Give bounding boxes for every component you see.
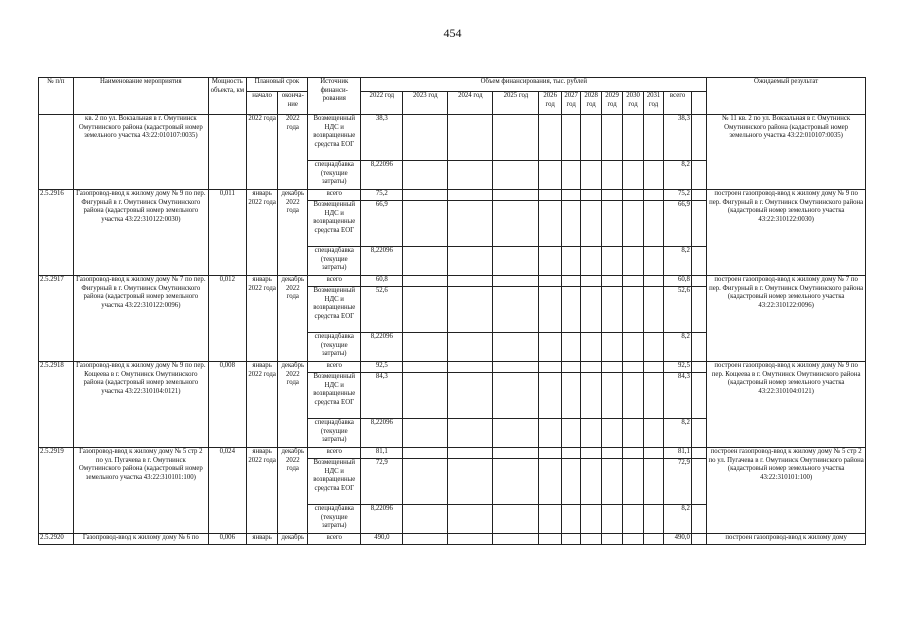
value-empty [561, 201, 580, 247]
value-empty [539, 161, 562, 190]
header-year: 2023 год [403, 92, 448, 115]
entry-number: 2.5.2918 [39, 362, 74, 448]
value-empty [581, 459, 601, 505]
value-total: 75,2 [664, 190, 692, 201]
value-empty [493, 419, 539, 448]
value-empty [403, 459, 448, 505]
header-year: 2022 год [361, 92, 403, 115]
value-empty [623, 247, 643, 276]
value-empty [643, 419, 663, 448]
value-total: 8,2 [664, 247, 692, 276]
value-empty [643, 161, 663, 190]
value-2022: 38,3 [361, 115, 403, 161]
value-empty [581, 505, 601, 534]
table-body [39, 115, 866, 545]
value-empty [539, 459, 562, 505]
value-empty [448, 276, 493, 287]
value-empty [493, 276, 539, 287]
value-empty [643, 534, 663, 545]
value-2022: 66,9 [361, 201, 403, 247]
value-empty [643, 247, 663, 276]
value-2022: 75,2 [361, 190, 403, 201]
value-empty [623, 115, 643, 161]
header-total: всего [664, 92, 692, 115]
funding-source: Возмещенный НДС и возвращенные средства ЕОГ [308, 287, 361, 333]
value-empty [601, 201, 622, 247]
entry-end: декабрь 2022 года [278, 448, 308, 534]
value-empty [601, 115, 622, 161]
value-spacer [691, 287, 706, 333]
value-spacer [691, 448, 706, 459]
financing-table [38, 77, 866, 545]
value-empty [448, 534, 493, 545]
value-empty [623, 419, 643, 448]
value-empty [561, 362, 580, 373]
value-spacer [691, 373, 706, 419]
funding-source: всего [308, 448, 361, 459]
value-empty [448, 362, 493, 373]
value-spacer [691, 115, 706, 161]
funding-source: всего [308, 362, 361, 373]
value-empty [493, 247, 539, 276]
value-empty [581, 448, 601, 459]
value-empty [643, 459, 663, 505]
value-empty [623, 362, 643, 373]
entry-capacity: 0,008 [208, 362, 246, 448]
header-year: 2030 год [623, 92, 643, 115]
entry-end: декабрь 2022 года [278, 190, 308, 276]
value-empty [403, 190, 448, 201]
value-empty [601, 161, 622, 190]
entry-result: построен газопровод-ввод к жилому дому № 5 стр 2 по ул. Пугачева в г. Омутнинск Омутнинского района (кадастровый номер земельного участка 43:22:310101:100) [707, 448, 866, 534]
value-spacer [691, 190, 706, 201]
value-empty [623, 459, 643, 505]
value-2022: 81,1 [361, 448, 403, 459]
value-empty [539, 534, 562, 545]
value-empty [493, 459, 539, 505]
header-year: 2029 год [601, 92, 622, 115]
value-total: 8,2 [664, 161, 692, 190]
value-empty [448, 505, 493, 534]
value-empty [643, 201, 663, 247]
value-empty [581, 362, 601, 373]
value-empty [601, 505, 622, 534]
value-total: 60,8 [664, 276, 692, 287]
value-empty [581, 190, 601, 201]
value-empty [448, 373, 493, 419]
value-empty [539, 505, 562, 534]
header-spacer [691, 92, 706, 115]
entry-name: Газопровод-ввод к жилому дому № 9 по пер. Кощеева в г. Омутнинск Омутнинского района (кадастровый номер земельного участка 43:22:310104:0121) [73, 362, 208, 448]
value-empty [561, 448, 580, 459]
value-empty [643, 362, 663, 373]
header-year: 2024 год [448, 92, 493, 115]
value-empty [493, 362, 539, 373]
value-empty [403, 505, 448, 534]
value-empty [601, 362, 622, 373]
entry-result: № 11 кв. 2 по ул. Вокзальная в г. Омутнинск Омутнинского района (кадастровый номер земельного участка 43:22:010107:0035) [707, 115, 866, 190]
header-term-end: оконча-ние [278, 92, 308, 115]
header-name: Наименование мероприятия [73, 78, 208, 115]
entry-number: 2.5.2916 [39, 190, 74, 276]
value-empty [623, 333, 643, 362]
value-total: 84,3 [664, 373, 692, 419]
entry-capacity: 0,012 [208, 276, 246, 362]
value-total: 38,3 [664, 115, 692, 161]
value-empty [539, 448, 562, 459]
value-empty [493, 505, 539, 534]
value-empty [643, 115, 663, 161]
value-empty [403, 362, 448, 373]
value-empty [581, 247, 601, 276]
value-empty [493, 448, 539, 459]
value-empty [561, 459, 580, 505]
value-spacer [691, 459, 706, 505]
funding-source: спецнадбавка (текущие затраты) [308, 419, 361, 448]
value-empty [493, 373, 539, 419]
value-empty [448, 115, 493, 161]
value-empty [403, 276, 448, 287]
value-empty [601, 276, 622, 287]
value-empty [403, 247, 448, 276]
value-empty [561, 276, 580, 287]
value-empty [561, 419, 580, 448]
value-2022: 92,5 [361, 362, 403, 373]
value-empty [539, 419, 562, 448]
value-empty [581, 276, 601, 287]
funding-source: спецнадбавка (текущие затраты) [308, 247, 361, 276]
value-2022: 8,22096 [361, 247, 403, 276]
value-empty [539, 247, 562, 276]
value-empty [623, 373, 643, 419]
value-empty [623, 448, 643, 459]
value-empty [539, 115, 562, 161]
value-empty [561, 505, 580, 534]
entry-end: декабрь 2022 года [278, 362, 308, 448]
entry-result: построен газопровод-ввод к жилому дому № 9 по пер. Фигурный в г. Омутнинск Омутнинского района (кадастровый номер земельного участка 43:22:310122:0030) [707, 190, 866, 276]
value-empty [623, 201, 643, 247]
entry-number: 2.5.2920 [39, 534, 74, 545]
value-2022: 84,3 [361, 373, 403, 419]
value-empty [561, 161, 580, 190]
entry-capacity [208, 115, 246, 190]
header-year: 2025 год [493, 92, 539, 115]
value-empty [539, 362, 562, 373]
value-empty [601, 448, 622, 459]
value-empty [539, 201, 562, 247]
value-empty [539, 333, 562, 362]
value-empty [448, 459, 493, 505]
header-year: 2031 год [643, 92, 663, 115]
value-spacer [691, 362, 706, 373]
entry-start: январь [246, 534, 278, 545]
value-empty [403, 115, 448, 161]
entry-capacity: 0,011 [208, 190, 246, 276]
value-empty [623, 287, 643, 333]
entry-name: Газопровод-ввод к жилому дому № 5 стр 2 по ул. Пугачева в г. Омутнинск Омутнинского района (кадастровый номер земельного участка 43:22:310101:100) [73, 448, 208, 534]
value-spacer [691, 419, 706, 448]
value-empty [643, 287, 663, 333]
value-2022: 8,22096 [361, 505, 403, 534]
value-spacer [691, 201, 706, 247]
value-empty [403, 534, 448, 545]
value-empty [448, 287, 493, 333]
value-empty [493, 287, 539, 333]
value-total: 490,0 [664, 534, 692, 545]
value-total: 66,9 [664, 201, 692, 247]
entry-name: Газопровод-ввод к жилому дому № 6 по [73, 534, 208, 545]
header-capacity: Мощность объекта, км [208, 78, 246, 115]
value-empty [601, 333, 622, 362]
value-empty [403, 161, 448, 190]
funding-source: спецнадбавка (текущие затраты) [308, 161, 361, 190]
value-empty [581, 534, 601, 545]
value-empty [601, 534, 622, 545]
entry-number: 2.5.2919 [39, 448, 74, 534]
value-empty [539, 276, 562, 287]
entry-start: январь 2022 года [246, 190, 278, 276]
value-empty [601, 459, 622, 505]
table-row [39, 534, 866, 545]
value-spacer [691, 247, 706, 276]
value-total: 8,2 [664, 333, 692, 362]
value-empty [561, 534, 580, 545]
value-empty [643, 373, 663, 419]
value-2022: 52,6 [361, 287, 403, 333]
value-empty [539, 190, 562, 201]
value-2022: 8,22096 [361, 333, 403, 362]
value-empty [403, 373, 448, 419]
value-total: 92,5 [664, 362, 692, 373]
value-2022: 60,8 [361, 276, 403, 287]
table-row [39, 276, 866, 287]
value-empty [539, 373, 562, 419]
funding-source: спецнадбавка (текущие затраты) [308, 505, 361, 534]
funding-source: спецнадбавка (текущие затраты) [308, 333, 361, 362]
value-empty [448, 190, 493, 201]
table-row [39, 115, 866, 161]
funding-source: Возмещенный НДС и возвращенные средства ЕОГ [308, 115, 361, 161]
value-2022: 490,0 [361, 534, 403, 545]
value-empty [581, 161, 601, 190]
page-number: 454 [443, 26, 462, 40]
value-spacer [691, 276, 706, 287]
value-empty [581, 419, 601, 448]
value-empty [493, 190, 539, 201]
table-row [39, 362, 866, 373]
header-term: Плановый срок [246, 78, 307, 92]
value-spacer [691, 505, 706, 534]
value-empty [403, 333, 448, 362]
entry-name: Газопровод-ввод к жилому дому № 7 по пер. Фигурный в г. Омутнинск Омутнинского района (кадастровый номер земельного участка 43:22:310122:0096) [73, 276, 208, 362]
value-empty [448, 419, 493, 448]
value-total: 8,2 [664, 505, 692, 534]
value-empty [448, 333, 493, 362]
value-empty [493, 115, 539, 161]
entry-result: построен газопровод-ввод к жилому дому № 7 по пер. Фигурный в г. Омутнинск Омутнинского района (кадастровый номер земельного участка 43:22:310122:0096) [707, 276, 866, 362]
value-empty [643, 333, 663, 362]
value-empty [561, 287, 580, 333]
value-empty [403, 201, 448, 247]
value-empty [581, 333, 601, 362]
entry-result: построен газопровод-ввод к жилому дому [707, 534, 866, 545]
value-empty [581, 115, 601, 161]
entry-end: декабрь 2022 года [278, 276, 308, 362]
header-result: Ожидаемый результат [707, 78, 866, 115]
value-2022: 72,9 [361, 459, 403, 505]
funding-source: Возмещенный НДС и возвращенные средства ЕОГ [308, 201, 361, 247]
header-volume: Объем финансирования, тыс. рублей [361, 78, 707, 92]
value-empty [493, 161, 539, 190]
value-spacer [691, 534, 706, 545]
value-empty [403, 448, 448, 459]
table-row [39, 190, 866, 201]
header-num: № п/п [39, 78, 74, 115]
entry-number [39, 115, 74, 190]
value-total: 8,2 [664, 419, 692, 448]
value-empty [403, 419, 448, 448]
table-row [39, 448, 866, 459]
entry-start: 2022 года [246, 115, 278, 190]
value-empty [623, 276, 643, 287]
value-empty [561, 247, 580, 276]
value-empty [561, 115, 580, 161]
funding-source: Возмещенный НДС и возвращенные средства ЕОГ [308, 459, 361, 505]
value-empty [581, 201, 601, 247]
value-empty [601, 247, 622, 276]
value-empty [643, 448, 663, 459]
value-total: 52,6 [664, 287, 692, 333]
value-2022: 8,22096 [361, 161, 403, 190]
value-empty [561, 190, 580, 201]
entry-end: 2022 года [278, 115, 308, 190]
entry-capacity: 0,006 [208, 534, 246, 545]
value-empty [493, 534, 539, 545]
entry-start: январь 2022 года [246, 276, 278, 362]
value-empty [623, 190, 643, 201]
value-empty [581, 287, 601, 333]
value-total: 72,9 [664, 459, 692, 505]
value-empty [601, 190, 622, 201]
value-empty [539, 287, 562, 333]
entry-result: построен газопровод-ввод к жилому дому № 9 по пер. Кощеева в г. Омутнинск Омутнинского района (кадастровый номер земельного участка 43:22:310104:0121) [707, 362, 866, 448]
funding-source: всего [308, 190, 361, 201]
value-empty [403, 287, 448, 333]
value-empty [448, 247, 493, 276]
funding-source: всего [308, 534, 361, 545]
value-empty [581, 373, 601, 419]
entry-name: кв. 2 по ул. Вокзальная в г. Омутнинск Омутнинского района (кадастровый номер земельного участка 43:22:010107:0035) [73, 115, 208, 190]
value-empty [623, 505, 643, 534]
value-empty [601, 287, 622, 333]
value-empty [623, 161, 643, 190]
entry-name: Газопровод-ввод к жилому дому № 9 по пер. Фигурный в г. Омутнинск Омутнинского района (кадастровый номер земельного участка 43:22:310122:0030) [73, 190, 208, 276]
value-empty [643, 276, 663, 287]
entry-start: январь 2022 года [246, 448, 278, 534]
table-header [39, 78, 866, 115]
entry-number: 2.5.2917 [39, 276, 74, 362]
funding-source: Возмещенный НДС и возвращенные средства ЕОГ [308, 373, 361, 419]
entry-capacity: 0,024 [208, 448, 246, 534]
value-empty [561, 333, 580, 362]
value-empty [448, 161, 493, 190]
value-spacer [691, 333, 706, 362]
value-empty [493, 333, 539, 362]
value-total: 81,1 [664, 448, 692, 459]
header-year: 2026 год [539, 92, 562, 115]
value-empty [448, 448, 493, 459]
value-empty [448, 201, 493, 247]
value-spacer [691, 161, 706, 190]
header-year: 2028 год [581, 92, 601, 115]
value-empty [561, 373, 580, 419]
entry-end: декабрь [278, 534, 308, 545]
funding-source: всего [308, 276, 361, 287]
value-empty [643, 190, 663, 201]
value-empty [623, 534, 643, 545]
header-term-start: начало [246, 92, 278, 115]
value-empty [601, 419, 622, 448]
value-2022: 8,22096 [361, 419, 403, 448]
value-empty [601, 373, 622, 419]
header-source: Источник финанси-рования [308, 78, 361, 115]
value-empty [643, 505, 663, 534]
entry-start: январь 2022 года [246, 362, 278, 448]
header-year: 2027 год [561, 92, 580, 115]
value-empty [493, 201, 539, 247]
